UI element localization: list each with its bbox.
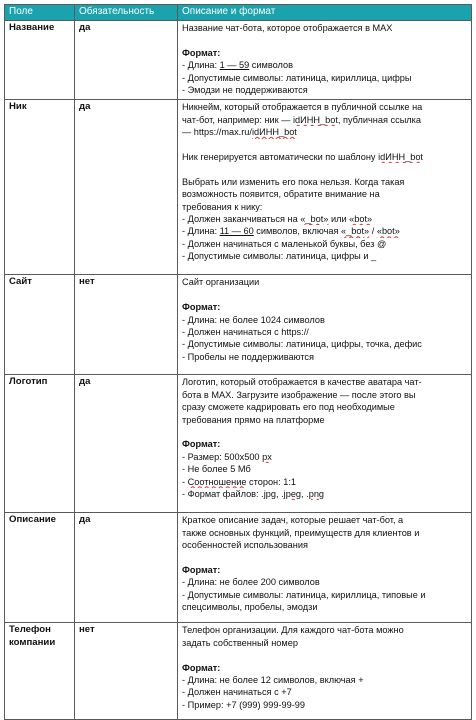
field-name-cell <box>5 623 75 720</box>
description-line: чат-бот, например: ник — idИНН_bot, публичная ссылка <box>182 114 421 125</box>
description-line: - Не более 5 Мб <box>182 464 251 475</box>
description-line: - Длина: 11 — 60 символов, включая «_bot» / «bot» <box>182 226 400 237</box>
header-row <box>5 5 472 21</box>
description-cell <box>178 275 472 375</box>
table-row <box>5 513 472 623</box>
blank-line <box>182 552 468 564</box>
format-heading: Формат: <box>182 439 221 450</box>
format-heading: Формат: <box>182 565 221 576</box>
description-line: - Должен заканчиваться на «_bot» или «bot» <box>182 214 373 225</box>
field-name-text: компании <box>9 636 56 648</box>
field-name-cell <box>5 275 75 375</box>
field-name-cell <box>5 21 75 100</box>
description-line: Телефон организации. Для каждого чат-бота можно <box>182 625 404 636</box>
description-line: Ник генерируется автоматически по шаблону idИНН_bot <box>182 152 423 163</box>
blank-line <box>182 163 468 175</box>
description-line: задать собственный номер <box>182 637 298 648</box>
required-cell: да <box>75 375 178 513</box>
field-name-cell <box>5 513 75 623</box>
table-row <box>5 100 472 275</box>
description-line: - Должен начинаться с маленькой буквы, без @ <box>182 238 387 249</box>
blank-line <box>182 139 468 151</box>
description-line: - Допустимые символы: латиница, цифры, точка, дефис <box>182 339 422 350</box>
description-line: - Пробелы не поддерживаются <box>182 351 315 362</box>
field-name-text: Сайт <box>9 276 32 288</box>
table-row <box>5 375 472 513</box>
description-line: - Должен начинаться с https:// <box>182 327 309 338</box>
table-body <box>5 21 472 720</box>
description-line: Сайт организации <box>182 277 260 288</box>
format-heading: Формат: <box>182 47 221 58</box>
description-line: - Соотношение сторон: 1:1 <box>182 476 296 487</box>
description-line: - Длина: 1 — 59 символов <box>182 60 293 71</box>
field-name-text: Описание <box>9 514 56 526</box>
field-name-text: Название <box>9 22 55 33</box>
table-row <box>5 623 472 720</box>
description-cell <box>178 375 472 513</box>
field-name-cell <box>5 375 75 513</box>
field-name-text: Телефон <box>9 624 51 636</box>
required-cell: да <box>75 100 178 275</box>
description-line: - Допустимые символы: латиница, кириллица, типовые и <box>182 589 426 600</box>
requirements-table <box>4 4 472 720</box>
description-line: Никнейм, который отображается в публичной ссылке на <box>182 102 423 113</box>
description-cell <box>178 21 472 100</box>
description-line: возможность появится, обратите внимание на <box>182 189 380 200</box>
description-line: Логотип, который отображается в качестве аватара чат- <box>182 377 422 388</box>
description-line: также основных функций, преимуществ для клиентов и <box>182 527 420 538</box>
format-heading: Формат: <box>182 302 221 313</box>
description-line: требования к нику: <box>182 201 263 212</box>
required-cell: нет <box>75 275 178 375</box>
description-line: Краткое описание задач, которые решает чат-бот, а <box>182 515 404 526</box>
description-cell <box>178 623 472 720</box>
description-line: - Длина: не более 12 символов, включая + <box>182 675 364 686</box>
field-name-cell <box>5 100 75 275</box>
description-line: особенностей использования <box>182 540 308 551</box>
header-description: Описание и формат <box>178 5 472 21</box>
description-line: - Формат файлов: .jpg, .jpeg, .png <box>182 489 325 500</box>
header-required: Обязательность <box>75 5 178 21</box>
field-name-text: Ник <box>9 101 27 113</box>
required-cell: да <box>75 21 178 100</box>
description-line: - Длина: не более 200 символов <box>182 577 320 588</box>
description-line: - Допустимые символы: латиница, цифры и _ <box>182 251 377 262</box>
description-line: требования прямо на платформе <box>182 414 325 425</box>
description-line: - Допустимые символы: латиница, кириллица, цифры <box>182 72 412 83</box>
description-cell <box>178 100 472 275</box>
blank-line <box>182 34 468 46</box>
description-line: Выбрать или изменить его пока нельзя. Когда такая <box>182 176 405 187</box>
field-name-text: Логотип <box>9 376 48 388</box>
header-field: Поле <box>5 5 75 21</box>
description-line: спецсимволы, пробелы, эмодзи <box>182 602 318 613</box>
table-row <box>5 21 472 100</box>
description-line: - Длина: не более 1024 символов <box>182 314 325 325</box>
description-line: Название чат-бота, которое отображается в MAX <box>182 23 393 33</box>
blank-line <box>182 649 468 661</box>
description-line: сразу сможете кадрировать его под необходимые <box>182 402 395 413</box>
description-line: - Эмодзи не поддерживаются <box>182 85 308 96</box>
blank-line <box>182 426 468 438</box>
description-line: - Размер: 500x500 px <box>182 451 272 462</box>
description-line: - Пример: +7 (999) 999-99-99 <box>182 699 306 710</box>
blank-line <box>182 289 468 301</box>
required-cell: да <box>75 513 178 623</box>
description-line: бота в MAX. Загрузите изображение — после этого вы <box>182 389 416 400</box>
description-cell <box>178 513 472 623</box>
format-heading: Формат: <box>182 662 221 673</box>
required-cell: нет <box>75 623 178 720</box>
description-line: - Должен начинаться с +7 <box>182 687 292 698</box>
description-line: — https://max.ru/idИНН_bot <box>182 127 297 138</box>
table-row <box>5 275 472 375</box>
requirements-table-wrapper <box>4 4 471 720</box>
